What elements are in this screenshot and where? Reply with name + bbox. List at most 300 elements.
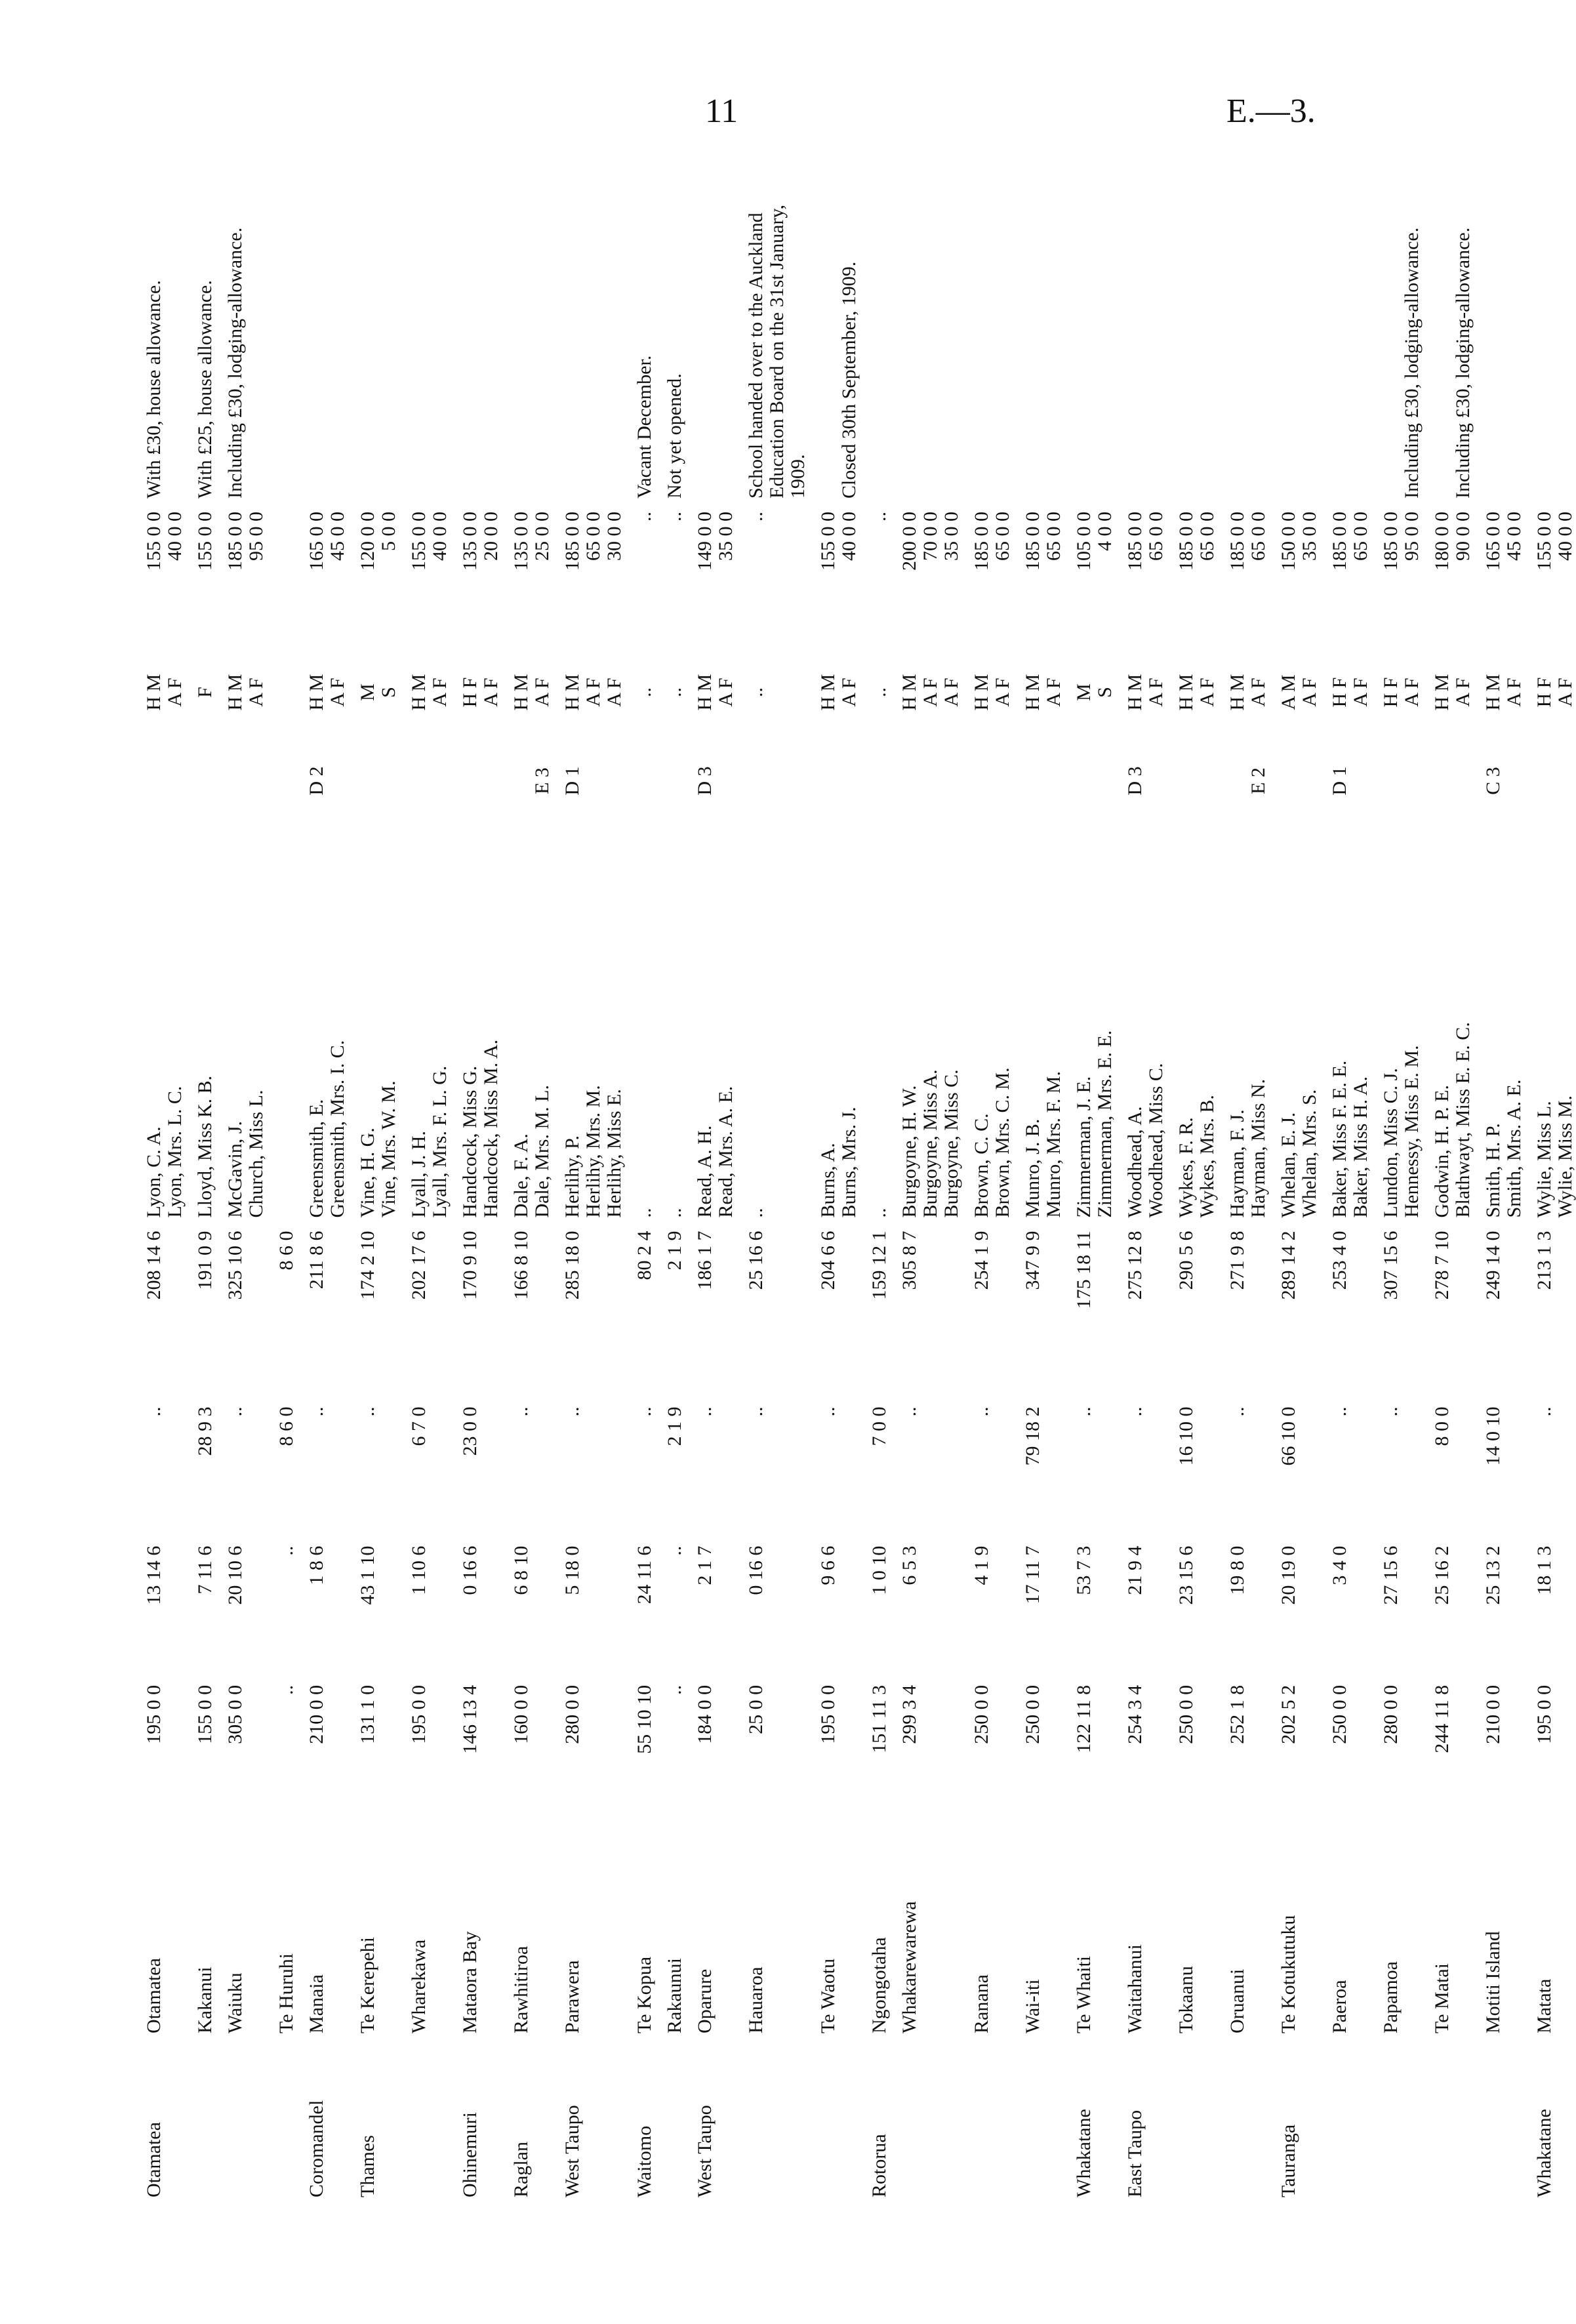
cell-county: Whakatane [1533, 2109, 1555, 2197]
cell-c [1504, 1400, 1525, 1539]
cell-c [1043, 1400, 1064, 1539]
cell-sal: 185 0 0 [561, 512, 583, 571]
cell-c: 8 6 0 [275, 1406, 297, 1446]
cell-rem [1064, 151, 1095, 505]
cell-county: East Taupo [1124, 2110, 1146, 2197]
cell-sal: 65 0 0 [1145, 512, 1167, 561]
cell-a: 244 11 8 [1431, 1684, 1453, 1753]
cell-county: Coromandel [306, 2100, 327, 2197]
cell-d: 275 12 8 [1124, 1231, 1146, 1300]
cell-county: Whakatane [1073, 2109, 1095, 2197]
cell-cls: D 3 [1124, 766, 1146, 796]
cell-teacher: Herlihy, Miss E. [603, 1089, 625, 1218]
cell-teacher: Handcock, Miss G. [459, 1065, 481, 1218]
cell-teacher: Hayman, Miss N. [1247, 1078, 1269, 1218]
cell-b: 6 8 10 [510, 1545, 532, 1595]
cell-teacher: Burns, A. [817, 1143, 839, 1218]
cell-school [992, 1837, 1013, 2040]
cell-cls [451, 741, 481, 822]
cell-cls [583, 741, 604, 822]
table-row [186, 151, 216, 2204]
table-row [1146, 151, 1167, 2204]
cell-b: 1 8 6 [306, 1545, 327, 1585]
cell-a [481, 1679, 502, 1837]
cell-d: 305 8 7 [899, 1231, 920, 1290]
cell-sal: 200 0 0 [899, 512, 920, 571]
cell-pos: A F [919, 678, 941, 707]
cell-pos: .. [664, 687, 685, 697]
cell-cls [186, 741, 216, 822]
cell-pos: .. [868, 687, 890, 697]
cell-pos: H M [1226, 674, 1248, 711]
cell-rem: With £30, house allowance. [143, 280, 165, 499]
cell-d: 325 10 6 [224, 1231, 246, 1300]
cell-teacher: Greensmith, Mrs. I. C. [327, 1040, 348, 1218]
cell-school: Rakaunui [664, 1958, 685, 2033]
cell-b [327, 1539, 348, 1679]
table-row [1402, 151, 1423, 2204]
cell-c: 8 0 0 [1431, 1406, 1453, 1446]
cell-county: West Taupo [694, 2105, 716, 2197]
cell-d: 213 1 3 [1533, 1231, 1555, 1290]
table-row [860, 151, 890, 2204]
cell-teacher: Read, A. H. [694, 1125, 716, 1218]
cell-school: Oparure [694, 1968, 716, 2033]
cell-rem [1320, 151, 1350, 505]
cell-school: Te Kopua [634, 1956, 655, 2033]
cell-school: Waiuku [224, 1972, 246, 2033]
cell-d [992, 1225, 1013, 1400]
cell-c: .. [1533, 1406, 1555, 1417]
cell-teacher: Wylie, Miss L. [1533, 1101, 1555, 1218]
cell-county [1248, 2040, 1269, 2204]
cell-county [890, 2040, 920, 2204]
cell-teacher: Blathwayt, Miss E. E. C. [1452, 1022, 1474, 1218]
cell-pos: H M [1431, 674, 1453, 711]
table-row [327, 151, 348, 2204]
cell-school: Te Whaiti [1073, 1955, 1095, 2033]
cell-c [941, 1400, 962, 1539]
cell-cls [1218, 741, 1248, 822]
cell-county [809, 2040, 839, 2204]
table-row [655, 151, 685, 2204]
cell-pos: H F [1533, 677, 1555, 708]
cell-a [1350, 1679, 1371, 1837]
cell-c [481, 1400, 502, 1539]
cell-teacher: Dale, Mrs. M. L. [531, 1085, 553, 1218]
cell-d: 278 7 10 [1431, 1231, 1453, 1300]
cell-b: 1 10 6 [408, 1545, 430, 1595]
cell-pos: A F [1299, 678, 1320, 707]
table-row [809, 151, 839, 2204]
cell-county [267, 2040, 297, 2204]
cell-sal [267, 505, 297, 644]
cell-a [1453, 1679, 1474, 1837]
cell-rem: With £25, house allowance. [194, 280, 216, 499]
cell-rem [165, 151, 186, 505]
cell-sal: 40 0 0 [1554, 512, 1576, 561]
cell-b [1197, 1539, 1218, 1679]
cell-county: Ohinemuri [459, 2112, 481, 2197]
cell-teacher: Baker, Miss F. E. E. [1329, 1060, 1350, 1218]
cell-d: 204 6 6 [817, 1231, 839, 1290]
cell-county [532, 2040, 553, 2204]
cell-a [1095, 1679, 1116, 1837]
cell-teacher: Lloyd, Miss K. B. [194, 1075, 216, 1218]
cell-sal: 30 0 0 [603, 512, 625, 561]
cell-a: 151 11 3 [868, 1684, 890, 1753]
cell-a: 250 0 0 [971, 1684, 992, 1744]
cell-b: 20 10 6 [224, 1545, 246, 1605]
cell-cls: D 1 [1329, 766, 1350, 796]
cell-pos: H M [1175, 674, 1197, 711]
cell-a: 195 0 0 [1533, 1684, 1555, 1744]
cell-county [1299, 2040, 1320, 2204]
cell-cls [625, 741, 655, 822]
cell-sal: 40 0 0 [838, 512, 860, 561]
cell-b [1350, 1539, 1371, 1679]
cell-cls [327, 741, 348, 822]
cell-pos: H M [143, 674, 165, 711]
cell-sal: 185 0 0 [224, 512, 246, 571]
table-row [430, 151, 451, 2204]
cell-pos: H M [306, 674, 327, 711]
table-row [1423, 151, 1453, 2204]
cell-school [1146, 1837, 1167, 2040]
table-row [1167, 151, 1197, 2204]
cell-sal: 105 0 0 [1073, 512, 1095, 571]
cell-sal: 185 0 0 [1380, 512, 1402, 571]
cell-cls [1504, 741, 1525, 822]
cell-county: Rotorua [868, 2134, 890, 2197]
cell-sal: 65 0 0 [582, 512, 604, 561]
cell-pos: A F [531, 678, 553, 707]
cell-c [920, 1400, 941, 1539]
cell-school: Hauaroa [745, 1967, 767, 2033]
cell-pos: H F [1329, 677, 1350, 708]
cell-c [327, 1400, 348, 1539]
cell-b: 18 1 3 [1533, 1545, 1555, 1595]
cell-cls [378, 741, 399, 822]
cell-cls [737, 741, 809, 822]
cell-school [1402, 1837, 1423, 2040]
cell-a: 280 0 0 [561, 1684, 583, 1744]
cell-c [1402, 1400, 1423, 1539]
table-row [1504, 151, 1525, 2204]
cell-sal: 25 0 0 [531, 512, 553, 561]
cell-a [246, 1679, 267, 1837]
cell-school: Te Matai [1431, 1963, 1453, 2033]
cell-rem [890, 151, 920, 505]
cell-pos: H M [510, 674, 532, 711]
cell-d: 307 15 6 [1380, 1231, 1402, 1300]
cell-rem [1248, 151, 1269, 505]
cell-rem [941, 151, 962, 505]
cell-sal: 180 0 0 [1431, 512, 1453, 571]
cell-rem [502, 151, 532, 505]
cell-pos: H M [561, 674, 583, 711]
table-row [992, 151, 1013, 2204]
cell-county [246, 2040, 267, 2204]
cell-b: 0 16 6 [459, 1545, 481, 1595]
cell-c: .. [899, 1406, 920, 1417]
cell-sal: .. [664, 512, 685, 521]
cell-d [165, 1225, 186, 1400]
cell-cls [246, 741, 267, 822]
cell-d: 249 14 0 [1482, 1231, 1504, 1300]
cell-rem [604, 151, 625, 505]
table-row [716, 151, 737, 2204]
cell-teacher: Smith, H. P. [1482, 1123, 1504, 1218]
cell-county [430, 2040, 451, 2204]
cell-county [1555, 2040, 1576, 2204]
cell-b [1299, 1539, 1320, 1679]
cell-b [430, 1539, 451, 1679]
cell-county [186, 2040, 216, 2204]
cell-teacher: Woodhead, Miss C. [1145, 1063, 1167, 1218]
cell-school [481, 1837, 502, 2040]
cell-cls [1167, 741, 1197, 822]
cell-b [246, 1539, 267, 1679]
cell-a: 202 5 2 [1278, 1684, 1299, 1744]
cell-d: 191 0 9 [194, 1231, 216, 1290]
school-table-rotated [134, 151, 1576, 2204]
cell-b: 25 13 2 [1482, 1545, 1504, 1605]
cell-teacher: Woodhead, A. [1124, 1106, 1146, 1218]
cell-sal: 95 0 0 [1401, 512, 1423, 561]
table-row [1269, 151, 1299, 2204]
cell-b [481, 1539, 502, 1679]
cell-school: Rawhitiroa [510, 1946, 532, 2033]
cell-school [1299, 1837, 1320, 2040]
table-row [1555, 151, 1576, 2204]
cell-d: 211 8 6 [306, 1231, 327, 1290]
cell-c [532, 1400, 553, 1539]
cell-county [1013, 2040, 1043, 2204]
cell-teacher: Lyon, Mrs. L. C. [164, 1086, 186, 1218]
cell-a [839, 1679, 860, 1837]
cell-c: 7 0 0 [868, 1406, 890, 1446]
cell-sal: 135 0 0 [510, 512, 532, 571]
cell-cls [962, 741, 992, 822]
cell-teacher: Whelan, Mrs. S. [1299, 1089, 1320, 1218]
cell-county [992, 2040, 1013, 2204]
table-row [1320, 151, 1350, 2204]
cell-rem [481, 151, 502, 505]
cell-d: 202 17 6 [408, 1231, 430, 1300]
table-row [583, 151, 604, 2204]
cell-pos: A F [480, 678, 502, 707]
cell-sal: 185 0 0 [1124, 512, 1146, 571]
cell-pos: H M [224, 674, 246, 711]
cell-pos: A F [940, 678, 962, 707]
cell-pos: H M [971, 674, 992, 711]
cell-school [327, 1837, 348, 2040]
cell-b: .. [664, 1545, 685, 1556]
cell-sal: 20 0 0 [480, 512, 502, 561]
table-row [1525, 151, 1555, 2204]
cell-d: 80 2 4 [634, 1231, 655, 1280]
cell-a: .. [275, 1684, 297, 1695]
cell-county [481, 2040, 502, 2204]
cell-rem [1371, 151, 1402, 505]
cell-school [1197, 1837, 1218, 2040]
cell-rem [920, 151, 941, 505]
cell-teacher: Wykes, F. R. [1175, 1117, 1197, 1218]
cell-c [1146, 1400, 1167, 1539]
cell-rem: Vacant December. [634, 355, 655, 499]
cell-sal: 40 0 0 [429, 512, 451, 561]
cell-pos: A F [582, 678, 604, 707]
cell-b [165, 1539, 186, 1679]
cell-c: 28 9 3 [194, 1406, 216, 1456]
cell-b [716, 1539, 737, 1679]
cell-c [604, 1400, 625, 1539]
cell-rem [809, 151, 839, 505]
cell-a: 299 3 4 [899, 1684, 920, 1744]
cell-rem [451, 151, 481, 505]
cell-cls [1095, 741, 1116, 822]
cell-county [1453, 2040, 1474, 2204]
cell-d [1555, 1225, 1576, 1400]
cell-teacher: Vine, H. G. [357, 1128, 378, 1218]
cell-cls: D 3 [694, 766, 716, 796]
cell-a [1402, 1679, 1423, 1837]
cell-d [1095, 1225, 1116, 1400]
cell-teacher: Church, Miss L. [245, 1090, 267, 1218]
cell-cls: D 1 [561, 766, 583, 796]
cell-c [246, 1400, 267, 1539]
cell-school: Ranana [971, 1974, 992, 2033]
cell-b: 6 5 3 [899, 1545, 920, 1585]
cell-rem [327, 151, 348, 505]
cell-b: 21 9 4 [1124, 1545, 1146, 1595]
cell-pos: A F [1452, 678, 1474, 707]
cell-school [1043, 1837, 1064, 2040]
cell-teacher: Brown, Mrs. C. M. [992, 1067, 1013, 1218]
cell-school: Motiti Island [1482, 1931, 1504, 2033]
cell-pos: H F [1380, 677, 1402, 708]
table-row [378, 151, 399, 2204]
cell-school: Parawera [561, 1960, 583, 2033]
table-row [399, 151, 430, 2204]
cell-sal: 65 0 0 [1043, 512, 1064, 561]
cell-teacher: .. [868, 1208, 890, 1218]
cell-sal: .. [634, 512, 655, 521]
cell-county [1197, 2040, 1218, 2204]
cell-b [941, 1539, 962, 1679]
cell-school: Te Waotu [817, 1958, 839, 2033]
cell-a: 250 0 0 [1175, 1684, 1197, 1744]
cell-county [1095, 2040, 1116, 2204]
cell-cls [1269, 741, 1299, 822]
cell-cls [267, 741, 297, 822]
cell-a [1248, 1679, 1269, 1837]
cell-a [716, 1679, 737, 1837]
cell-b [839, 1539, 860, 1679]
cell-d [1299, 1225, 1320, 1400]
cell-county [716, 2040, 737, 2204]
cell-d: 208 14 6 [143, 1231, 165, 1300]
cell-sal: 185 0 0 [1329, 512, 1350, 571]
cell-teacher: Burgoyne, Miss C. [940, 1069, 962, 1218]
cell-pos: A F [1350, 678, 1371, 707]
cell-c: .. [1124, 1406, 1146, 1417]
cell-rem [1095, 151, 1116, 505]
cell-b [532, 1539, 553, 1679]
table-row [625, 151, 655, 2204]
cell-pos: S [1094, 687, 1116, 698]
cell-sal: 65 0 0 [1196, 512, 1218, 561]
cell-b: .. [275, 1545, 297, 1556]
cell-a: 250 0 0 [1329, 1684, 1350, 1744]
cell-c [1248, 1400, 1269, 1539]
cell-rem [1504, 151, 1525, 505]
cell-cls [604, 741, 625, 822]
cell-c: 23 0 0 [459, 1406, 481, 1456]
cell-pos: M [1073, 683, 1095, 701]
cell-sal: 70 0 0 [919, 512, 941, 561]
cell-rem [1269, 151, 1299, 505]
cell-sal: 165 0 0 [306, 512, 327, 571]
cell-rem: Including £30, lodging-allowance. [1401, 227, 1423, 499]
table-row [1453, 151, 1474, 2204]
cell-sal: 35 0 0 [715, 512, 737, 561]
cell-cls [1043, 741, 1064, 822]
cell-rem [1555, 151, 1576, 505]
cell-teacher: Vine, Mrs. W. M. [378, 1080, 399, 1218]
cell-b: 19 8 0 [1226, 1545, 1248, 1595]
cell-cls [1525, 741, 1555, 822]
cell-c: 16 10 0 [1175, 1406, 1197, 1466]
cell-rem [1299, 151, 1320, 505]
cell-b: 0 16 6 [745, 1545, 767, 1595]
cell-d: 8 6 0 [275, 1231, 297, 1271]
cell-rem [1116, 151, 1146, 505]
cell-pos: A F [715, 678, 737, 707]
cell-school: Wai-iti [1022, 1979, 1043, 2033]
cell-pos: H M [694, 674, 716, 711]
cell-d: 186 1 7 [694, 1231, 716, 1290]
cell-c: 79 18 2 [1022, 1406, 1043, 1466]
table-row [839, 151, 860, 2204]
cell-pos: A F [327, 678, 348, 707]
cell-school [1504, 1837, 1525, 2040]
cell-c: 2 1 9 [664, 1406, 685, 1446]
table-row [1350, 151, 1371, 2204]
cell-c: .. [561, 1406, 583, 1417]
cell-school [165, 1837, 186, 2040]
cell-county: Raglan [510, 2142, 532, 2197]
cell-b [920, 1539, 941, 1679]
cell-rem [1423, 151, 1453, 505]
cell-teacher: Lyall, J. H. [408, 1131, 430, 1218]
cell-b: 17 11 7 [1022, 1545, 1043, 1604]
cell-county [1146, 2040, 1167, 2204]
cell-cls: E 2 [1247, 767, 1269, 794]
cell-d [246, 1225, 267, 1400]
cell-rem [1197, 151, 1218, 505]
cell-cls [860, 741, 890, 822]
cell-teacher: Munro, J. B. [1022, 1118, 1043, 1218]
table-row [920, 151, 941, 2204]
cell-pos: M [357, 683, 378, 701]
cell-c [378, 1400, 399, 1539]
cell-county [1350, 2040, 1371, 2204]
table-row [1371, 151, 1402, 2204]
cell-b [583, 1539, 604, 1679]
table-row [216, 151, 246, 2204]
